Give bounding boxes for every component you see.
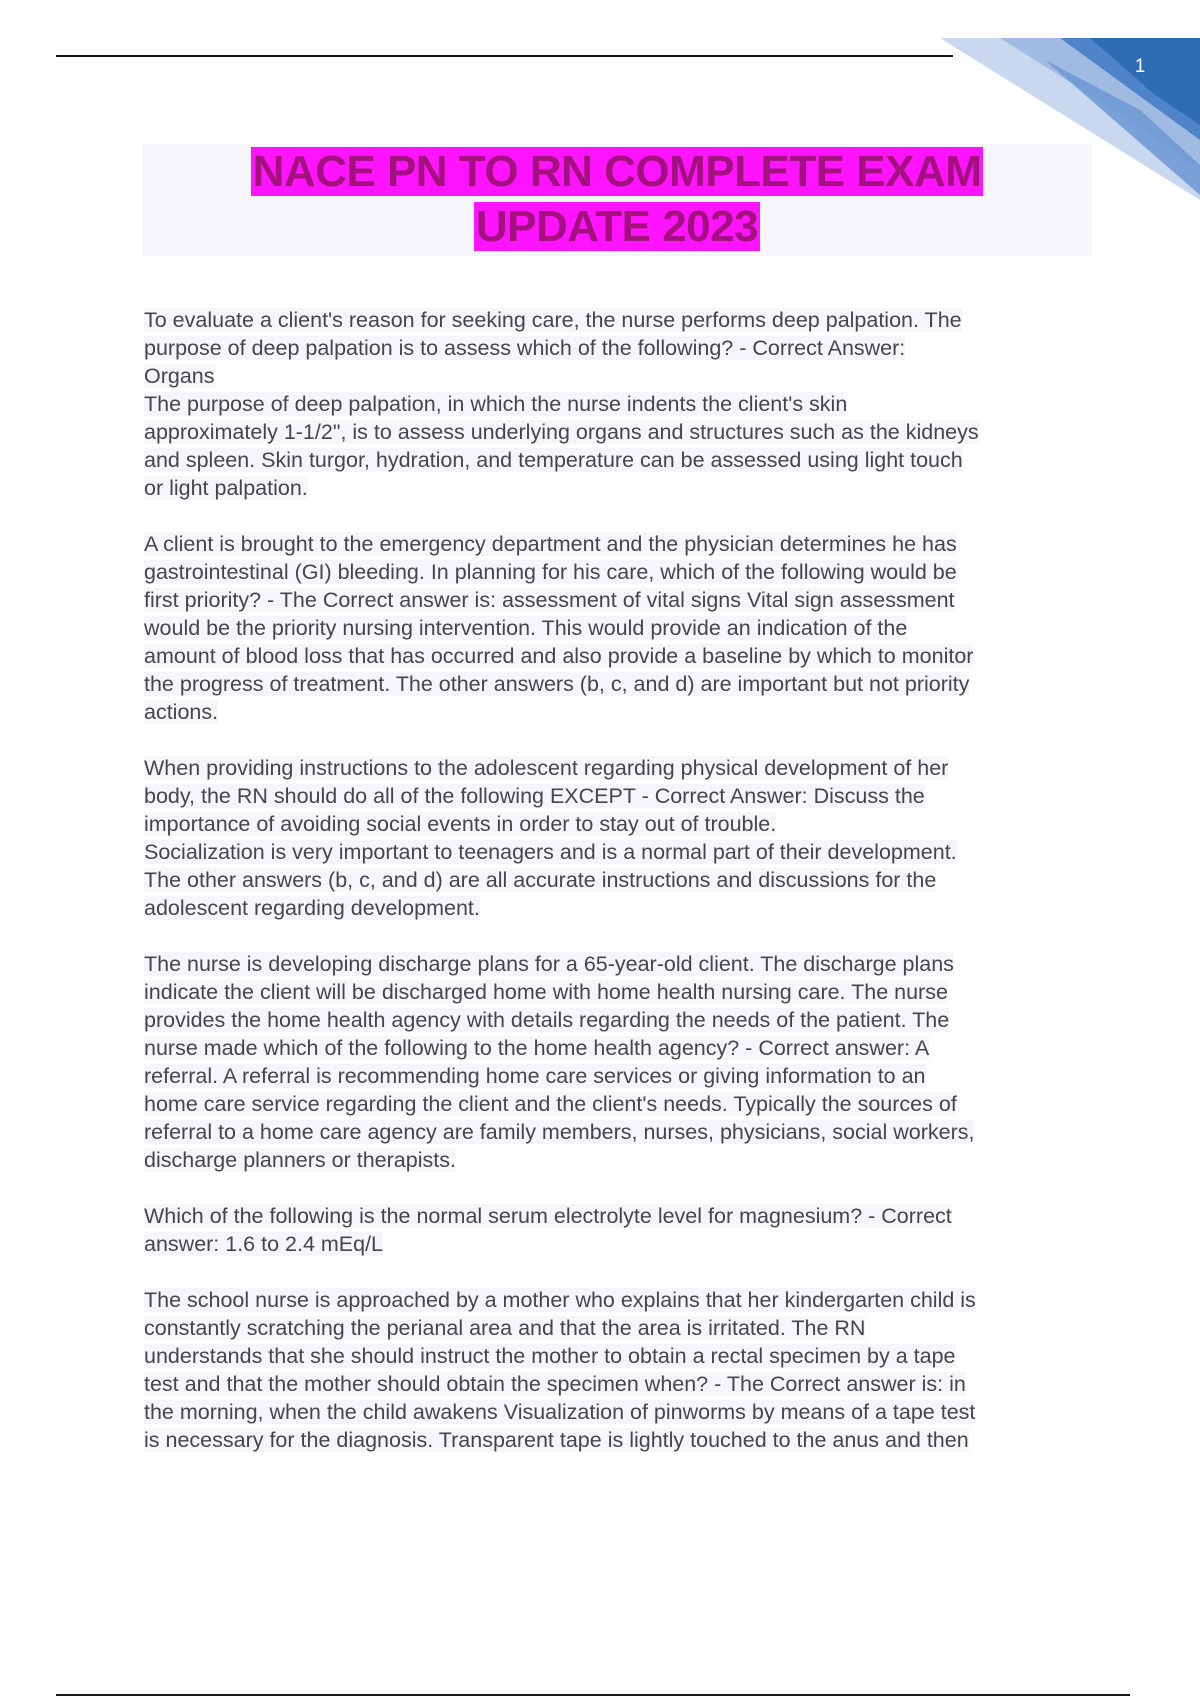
question-block xyxy=(144,306,1092,502)
text-run: The nurse is developing discharge plans for a 65-year-old client. The discharge plans xyxy=(144,952,954,976)
question-text-line xyxy=(144,950,1092,978)
question-text-line xyxy=(144,698,1092,726)
title-line-1: NACE PN TO RN COMPLETE EXAM xyxy=(252,147,982,196)
question-text-line xyxy=(144,838,1092,866)
text-run: would be the priority nursing intervention. This would provide an indication of the xyxy=(144,616,908,640)
question-text-line xyxy=(144,810,1092,838)
question-block xyxy=(144,530,1092,726)
text-run: importance of avoiding social events in order to stay out of trouble. xyxy=(144,812,777,836)
page-number: 1 xyxy=(1134,56,1146,77)
question-text-line xyxy=(144,474,1092,502)
footer-rule xyxy=(56,1694,1130,1696)
text-run: provides the home health agency with details regarding the needs of the patient. The xyxy=(144,1008,950,1032)
question-text-line xyxy=(144,978,1092,1006)
text-run: amount of blood loss that has occurred and also provide a baseline by which to monitor xyxy=(144,644,974,668)
text-run: Organs xyxy=(144,364,215,388)
text-run: referral. A referral is recommending home care services or giving information to an xyxy=(144,1064,926,1088)
text-run: is necessary for the diagnosis. Transparent tape is lightly touched to the anus and then xyxy=(144,1428,969,1452)
question-text-line xyxy=(144,782,1092,810)
text-run: understands that she should instruct the mother to obtain a rectal specimen by a tape xyxy=(144,1344,956,1368)
question-text-line xyxy=(144,894,1092,922)
text-run: first priority? - The Correct answer is: assessment of vital signs Vital sign assessment xyxy=(144,588,955,612)
question-text-line xyxy=(144,754,1092,782)
text-run: A client is brought to the emergency department and the physician determines he has xyxy=(144,532,957,556)
text-run: adolescent regarding development. xyxy=(144,896,480,920)
text-run: gastrointestinal (GI) bleeding. In planning for his care, which of the following would be xyxy=(144,560,957,584)
question-block xyxy=(144,1202,1092,1258)
question-text-line xyxy=(144,614,1092,642)
text-run: and spleen. Skin turgor, hydration, and temperature can be assessed using light touch xyxy=(144,448,963,472)
question-text-line xyxy=(144,446,1092,474)
question-text-line xyxy=(144,586,1092,614)
text-run: answer: 1.6 to 2.4 mEq/L xyxy=(144,1232,384,1256)
question-text-line xyxy=(144,1314,1092,1342)
question-text-line xyxy=(144,1230,1092,1258)
title-line-2: UPDATE 2023 xyxy=(475,202,759,251)
question-text-line xyxy=(144,1146,1092,1174)
question-text-line xyxy=(144,1034,1092,1062)
text-run: the morning, when the child awakens Visualization of pinworms by means of a tape test xyxy=(144,1400,976,1424)
text-run: indicate the client will be discharged home with home health nursing care. The nurse xyxy=(144,980,948,1004)
text-run: The other answers (b, c, and d) are all accurate instructions and discussions for the xyxy=(144,868,937,892)
text-run: actions. xyxy=(144,700,219,724)
text-run: The school nurse is approached by a mother who explains that her kindergarten child is xyxy=(144,1288,976,1312)
text-run: test and that the mother should obtain the specimen when? - The Correct answer is: in xyxy=(144,1372,966,1396)
question-text-line xyxy=(144,1202,1092,1230)
question-text-line xyxy=(144,1062,1092,1090)
question-text-line xyxy=(144,1426,1092,1454)
text-run: nurse made which of the following to the home health agency? - Correct answer: A xyxy=(144,1036,930,1060)
question-text-line xyxy=(144,1398,1092,1426)
question-text-line xyxy=(144,642,1092,670)
question-text-line xyxy=(144,670,1092,698)
text-run: home care service regarding the client and the client's needs. Typically the sources of xyxy=(144,1092,957,1116)
text-run: constantly scratching the perianal area and that the area is irritated. The RN xyxy=(144,1316,866,1340)
question-text-line xyxy=(144,418,1092,446)
question-text-line xyxy=(144,558,1092,586)
document-title xyxy=(142,144,1092,254)
header-rule xyxy=(56,55,953,57)
question-text-line xyxy=(144,1090,1092,1118)
text-run: To evaluate a client's reason for seeking care, the nurse performs deep palpation. The xyxy=(144,308,962,332)
text-run: Socialization is very important to teenagers and is a normal part of their development. xyxy=(144,840,957,864)
text-run: Which of the following is the normal serum electrolyte level for magnesium? - Correct xyxy=(144,1204,952,1228)
question-text-line xyxy=(144,866,1092,894)
text-run: When providing instructions to the adolescent regarding physical development of her xyxy=(144,756,949,780)
text-run: or light palpation. xyxy=(144,476,308,500)
question-text-line xyxy=(144,1286,1092,1314)
question-text-line xyxy=(144,306,1092,334)
text-run: The purpose of deep palpation, in which the nurse indents the client's skin xyxy=(144,392,848,416)
question-text-line xyxy=(144,530,1092,558)
question-block xyxy=(144,1286,1092,1454)
question-text-line xyxy=(144,1370,1092,1398)
question-block xyxy=(144,754,1092,922)
question-text-line xyxy=(144,1006,1092,1034)
question-list xyxy=(144,306,1092,1482)
question-text-line xyxy=(144,1342,1092,1370)
question-text-line xyxy=(144,362,1092,390)
text-run: the progress of treatment. The other answers (b, c, and d) are important but not priority xyxy=(144,672,970,696)
text-run: approximately 1-1/2", is to assess underlying organs and structures such as the kidneys xyxy=(144,420,979,444)
text-run: referral to a home care agency are family members, nurses, physicians, social workers, xyxy=(144,1120,975,1144)
question-text-line xyxy=(144,390,1092,418)
question-text-line xyxy=(144,1118,1092,1146)
question-text-line xyxy=(144,334,1092,362)
question-block xyxy=(144,950,1092,1174)
text-run: purpose of deep palpation is to assess which of the following? - Correct Answer: xyxy=(144,336,906,360)
text-run: discharge planners or therapists. xyxy=(144,1148,456,1172)
text-run: body, the RN should do all of the following EXCEPT - Correct Answer: Discuss the xyxy=(144,784,925,808)
